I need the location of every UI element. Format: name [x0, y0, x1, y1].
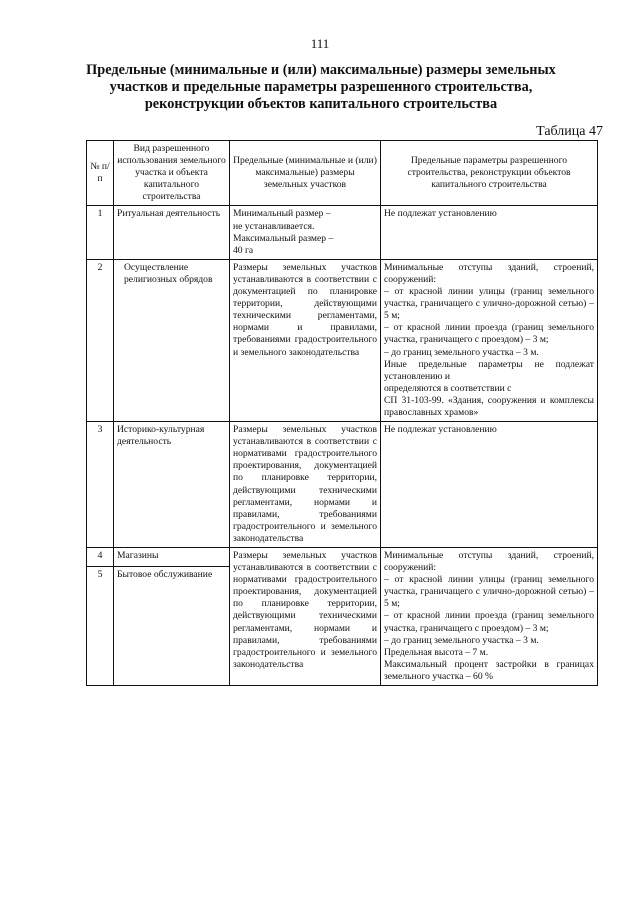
table-label: Таблица 47 — [536, 124, 603, 139]
row-plot-size: Размеры земельных участков устанавливаются в соответствии с нормативами градостроительного проектирования, документацией по планировке территории, действующими техническими регламентами, нормами и правилами, требованиями градостроительного и земельного законодательства — [230, 422, 381, 548]
row-construction-params: Не подлежат установлению — [381, 422, 598, 548]
header-use-type: Вид разрешенного использования земельного участка и объекта капитального строительства — [114, 141, 230, 206]
size-line: 40 га — [233, 244, 254, 256]
param-line: – от красной линии улицы (границ земельного участка, граничащего с улично-дорожной сетью) – 5 м; — [384, 574, 594, 610]
row-plot-size: Размеры земельных участков устанавливаются в соответствии с нормативами градостроительного проектирования, документацией по планировке территории, действующими техническими регламентами, нормами и правилами, требованиями градостроительного и земельного законодательства — [230, 548, 381, 686]
row-construction-params: Не подлежат установлению — [381, 206, 598, 259]
row-use-type: Бытовое обслуживание — [114, 567, 230, 686]
row-use-type: Осуществление религиозных обрядов — [114, 259, 230, 421]
document-title — [60, 62, 582, 113]
table-row — [87, 548, 598, 567]
param-line: – до границ земельного участка – 3 м. — [384, 346, 539, 358]
table-header-row — [87, 141, 598, 206]
size-line: не устанавливается. — [233, 220, 315, 232]
row-num: 5 — [87, 567, 114, 686]
header-plot-size: Предельные (минимальные и (или) максимальные) размеры земельных участков — [230, 141, 381, 206]
table-row — [87, 206, 598, 259]
row-plot-size — [230, 206, 381, 259]
title-line: реконструкции объектов капитального строительства — [144, 96, 498, 112]
param-line: – от красной линии улицы (границ земельного участка, граничащего с улично-дорожной сетью) – 5 м; — [384, 286, 594, 322]
param-line: – до границ земельного участка – 3 м. — [384, 634, 539, 646]
header-num: № п/п — [87, 141, 114, 206]
param-line: Предельная высота – 7 м. — [384, 646, 489, 658]
table-row — [87, 422, 598, 548]
param-line: Минимальные отступы зданий, строений, сооружений: — [384, 261, 594, 285]
row-use-type: Ритуальная деятельность — [114, 206, 230, 259]
row-num: 2 — [87, 259, 114, 421]
page-number: 111 — [310, 36, 330, 51]
row-construction-params — [381, 259, 598, 421]
title-line: участков и предельные параметры разрешенного строительства, — [109, 79, 533, 95]
title-line: Предельные (минимальные и (или) максимальные) размеры земельных — [86, 62, 556, 78]
row-num: 1 — [87, 206, 114, 259]
row-num: 4 — [87, 548, 114, 567]
header-construction-params: Предельные параметры разрешенного строительства, реконструкции объектов капитального строительства — [381, 141, 598, 206]
param-line: СП 31-103-99. «Здания, сооружения и комплексы православных храмов» — [384, 394, 594, 418]
table-row — [87, 259, 598, 421]
row-plot-size: Размеры земельных участков устанавливаются в соответствии с документацией по планировке территории, действующими техническими регламентами, нормами и правилами, требованиями градостроительного и земельного законодательства — [230, 259, 381, 421]
row-construction-params — [381, 548, 598, 686]
param-line: – от красной линии проезда (границ земельного участка, граничащего с проездом) – 3 м; — [384, 322, 594, 346]
param-line: – от красной линии проезда (границ земельного участка, граничащего с проездом) – 3 м; — [384, 610, 594, 634]
row-num: 3 — [87, 422, 114, 548]
param-line: определяются в соответствии с — [384, 382, 512, 394]
land-plot-parameters-table — [86, 140, 598, 686]
size-line: Минимальный размер – — [233, 208, 331, 220]
size-line: Максимальный размер – — [233, 232, 334, 244]
param-line: Минимальные отступы зданий, строений, сооружений: — [384, 550, 594, 574]
param-line: Максимальный процент застройки в границах земельного участка – 60 % — [384, 658, 594, 682]
param-line: Иные предельные параметры не подлежат установлению и — [384, 358, 594, 382]
row-use-type: Историко-культурная деятельность — [114, 422, 230, 548]
row-use-type: Магазины — [114, 548, 230, 567]
